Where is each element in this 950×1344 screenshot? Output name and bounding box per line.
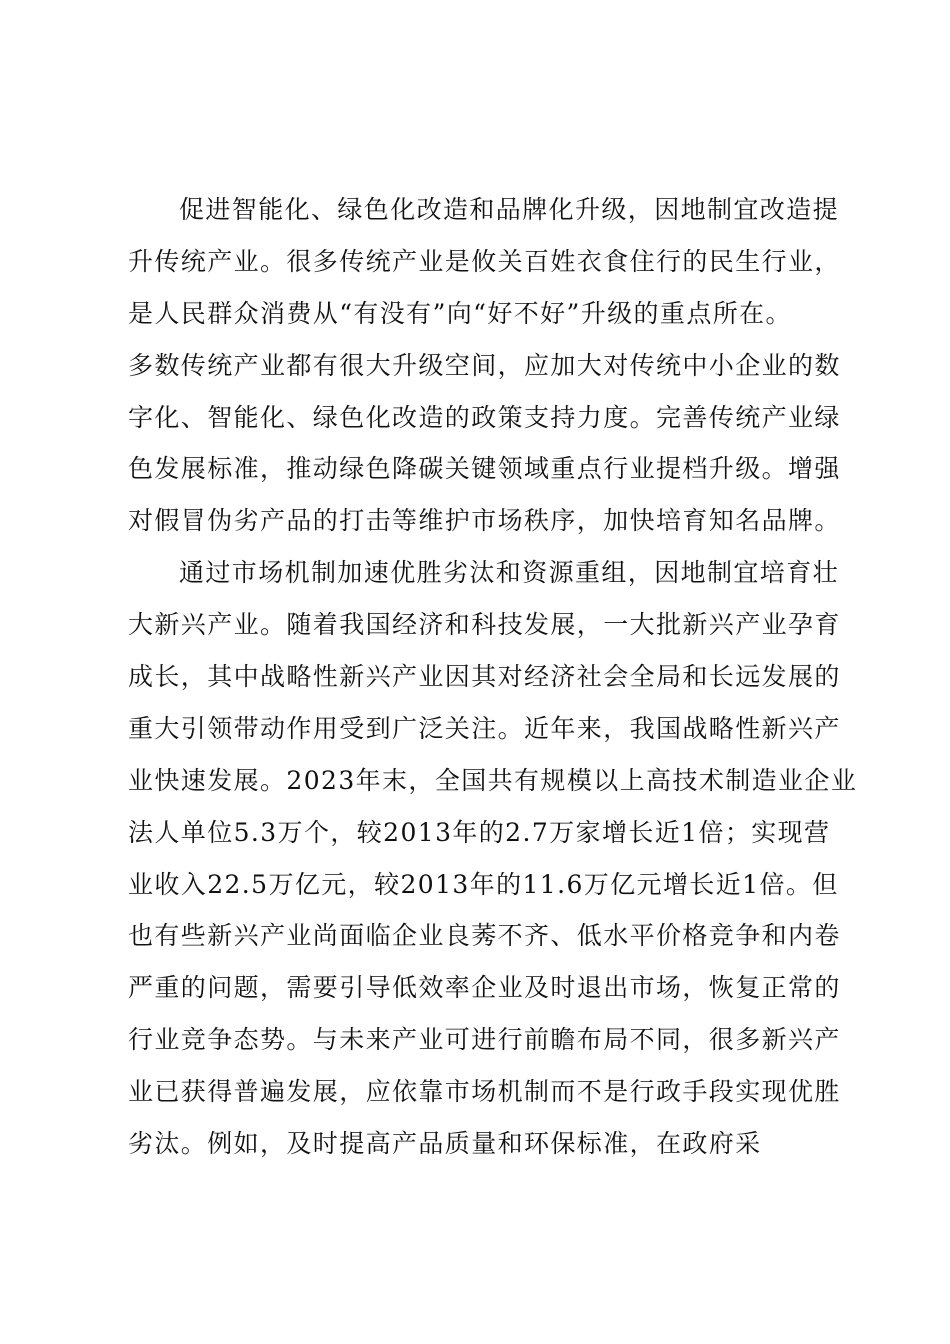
- paragraph-line: 升传统产业。很多传统产业是攸关百姓衣食住行的民生行业，: [128, 246, 841, 276]
- paragraph-line: 严重的问题，需要引导低效率企业及时退出市场，恢复正常的: [128, 973, 841, 1003]
- paragraph-line: 法人单位5.3万个，较2013年的2.7万家增长近1倍；实现营: [128, 817, 831, 847]
- paragraph-line: 通过市场机制加速优胜劣汰和资源重组，因地制宜培育壮: [179, 558, 840, 588]
- paragraph-line: 业已获得普遍发展，应依靠市场机制而不是行政手段实现优胜: [128, 1077, 841, 1107]
- paragraph-line: 色发展标准，推动绿色降碳关键领域重点行业提档升级。增强: [128, 454, 841, 484]
- paragraph-line: 业快速发展。2023年末，全国共有规模以上高技术制造业企业: [128, 765, 858, 795]
- paragraph-1: [128, 184, 841, 547]
- paragraph-line: 大新兴产业。随着我国经济和科技发展，一大批新兴产业孕育: [128, 610, 841, 640]
- paragraph-line: 成长，其中战略性新兴产业因其对经济社会全局和长远发展的: [128, 662, 841, 692]
- paragraph-line: 多数传统产业都有很大升级空间，应加大对传统中小企业的数: [128, 350, 841, 380]
- paragraph-line: 业收入22.5万亿元，较2013年的11.6万亿元增长近1倍。但: [128, 869, 839, 899]
- document-body: [128, 184, 858, 1170]
- paragraph-line: 劣汰。例如，及时提高产品质量和环保标准，在政府采: [128, 1129, 762, 1159]
- paragraph-line: 也有些新兴产业尚面临企业良莠不齐、低水平价格竞争和内卷: [128, 921, 841, 951]
- paragraph-line: 对假冒伪劣产品的打击等维护市场秩序，加快培育知名品牌。: [128, 506, 841, 536]
- paragraph-line: 重大引领带动作用受到广泛关注。近年来，我国战略性新兴产: [128, 713, 841, 743]
- paragraph-line: 字化、智能化、绿色化改造的政策支持力度。完善传统产业绿: [128, 402, 841, 432]
- paragraph-line: 是人民群众消费从“有没有”向“好不好”升级的重点所在。: [128, 298, 792, 328]
- paragraph-line: 促进智能化、绿色化改造和品牌化升级，因地制宜改造提: [179, 195, 840, 224]
- paragraph-line: 行业竞争态势。与未来产业可进行前瞻布局不同，很多新兴产: [128, 1025, 841, 1055]
- paragraph-2: [128, 547, 858, 1170]
